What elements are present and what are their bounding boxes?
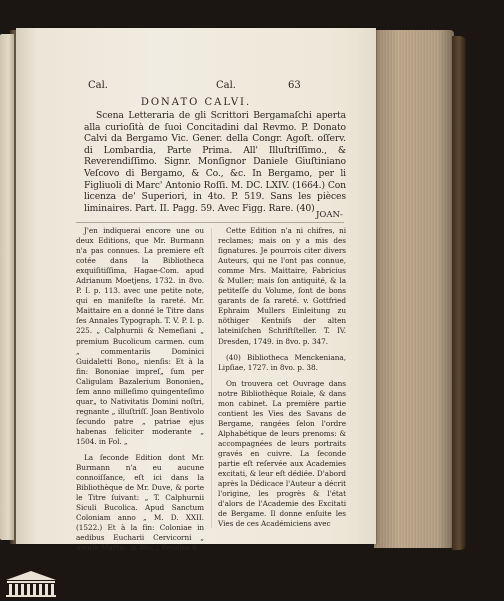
entry-title: DONATO CALVI. (140, 97, 252, 108)
left-paragraph: J'en indiquerai encore une ou deux Editions, que Mr. Burmann n'a pas connues. La premiere eſt cotée dans la Bibliotheca exquiſitiſſima, Hagae-Com. apud Adrianum Moetjens, 1732. in 8vo. P. I. p. 113. avec une petite note, qui en manifeſte la rareté. Mr. Maittaire en a donné le Titre dans ſes Annales Typograph. T. V. P. I. p. 225. „ Calphurnii & Nemeſiani „ premium Bucolicum carmen. cum „ commentariis Dominici Guidaletti Bono„ nienſis: Et à la fin: Bononiae impreſ„ ſum per Caligulam Bazalerium Bononien„ ſem anno milleſimo quingenteſimo quar„ to Nativitatis Domini noſtri, regnante „ illuſtriſſ. Joan Bentivolo ſecundo patre „ patriae ejus habenas feliciter moderante „ 1504. in Fol. „ (76, 226, 204, 446)
right-paragraph: Cette Edition n'a ni chifres, ni reclames; mais on y a mis des ſignatures. Je pourrois citer divers Auteurs, qui ne l'ont pas connue, comme Mrs. Maittaire, Fabricius & Muller; mais ſon antiquité, & la petiteſſe du Volume, ſont de bons garants de ſa rareté. v. Gottfried Ephraim Mullers Einleitung zu nöthiger Kentniſs der alten lateiniſchen Schriftſteller. T. IV. Dresden, 1749. in 8vo. p. 347. (218, 226, 346, 346)
right-paragraph: On trouvera cet Ouvrage dans notre Bibliothèque Roiale, & dans mon cabinet. La première partie contient les Vies des Savans de Bergame, rangées ſelon l'ordre Alphabétique de leurs prenoms: & accompagnées de leurs portraits gravés en cuivre. La ſeconde partie eſt reſervée aux Academies excitati, & leur eſt dédiée. D'abord après la Dédicace l'Auteur a décrit l'origine, les progrès & l'état d'alors de l'Academie des Excitati de Bergame. Il donne enſuite les Vies de ces Académiciens avec (218, 378, 346, 529)
catchword: JOAN- (316, 210, 343, 220)
footnote-column-left (76, 226, 204, 560)
page-block-shade (374, 30, 454, 548)
running-head (16, 80, 376, 96)
entry-body (84, 110, 346, 214)
book-page (16, 28, 376, 553)
footnote-column-right (218, 226, 346, 535)
book-cover-edge (452, 36, 466, 550)
page-number: 63 (288, 80, 301, 91)
column-divider (211, 228, 212, 528)
footnote-rule (76, 222, 344, 223)
left-page-edge (0, 34, 14, 540)
left-paragraph: La ſeconde Edition dont Mr. Burmann n'a eu aucune connoiſſance, eſt ici dans la Bibliothèque de Mr. Duve, & porte le Titre ſuivant: „ T. Calphurnii Siculi Bucolica. Apud Sanctum Coloniam anno „ M. D. XXII. (1522.) Et à la fin: Coloniae in aedibus Eucharii Cervicorni „ menſe Martio. in 4to. „ Feuilles 6. (76, 453, 204, 553)
library-building-logo-icon (2, 568, 60, 599)
running-head-left: Cal. (88, 80, 108, 91)
footer-bar (0, 566, 504, 601)
running-head-right: Cal. (216, 80, 236, 91)
right-paragraph: (40) Bibliotheca Menckeniana, Lipſiae, 1727. in 8vo. p. 38. (218, 352, 346, 372)
entry-text: Scena Letteraria de gli Scrittori Bergamaſchi aperta alla curioſità de ſuoi Concitadini dal Revmo. P. Donato Calvi da Bergamo Vic. Gener. della Congr. Agoſt. oſſerv. di Lombardia, Parte Prima. All' Illuſtriſſimo., & Reverendiſſimo. Signr. Monſignor Daniele Giuſtiniano Veſcovo di Bergamo, & Co., &c. In Bergamo, per li Figliuoli di Marc' Antonio Roſſi. M. DC. LXIV. (1664.) Con licenza de' Superiori, in 4to. P. 519. Sans les pièces liminaires. Part. II. Pagg. 59. Avec Figg. Rare. (40) (84, 110, 346, 214)
